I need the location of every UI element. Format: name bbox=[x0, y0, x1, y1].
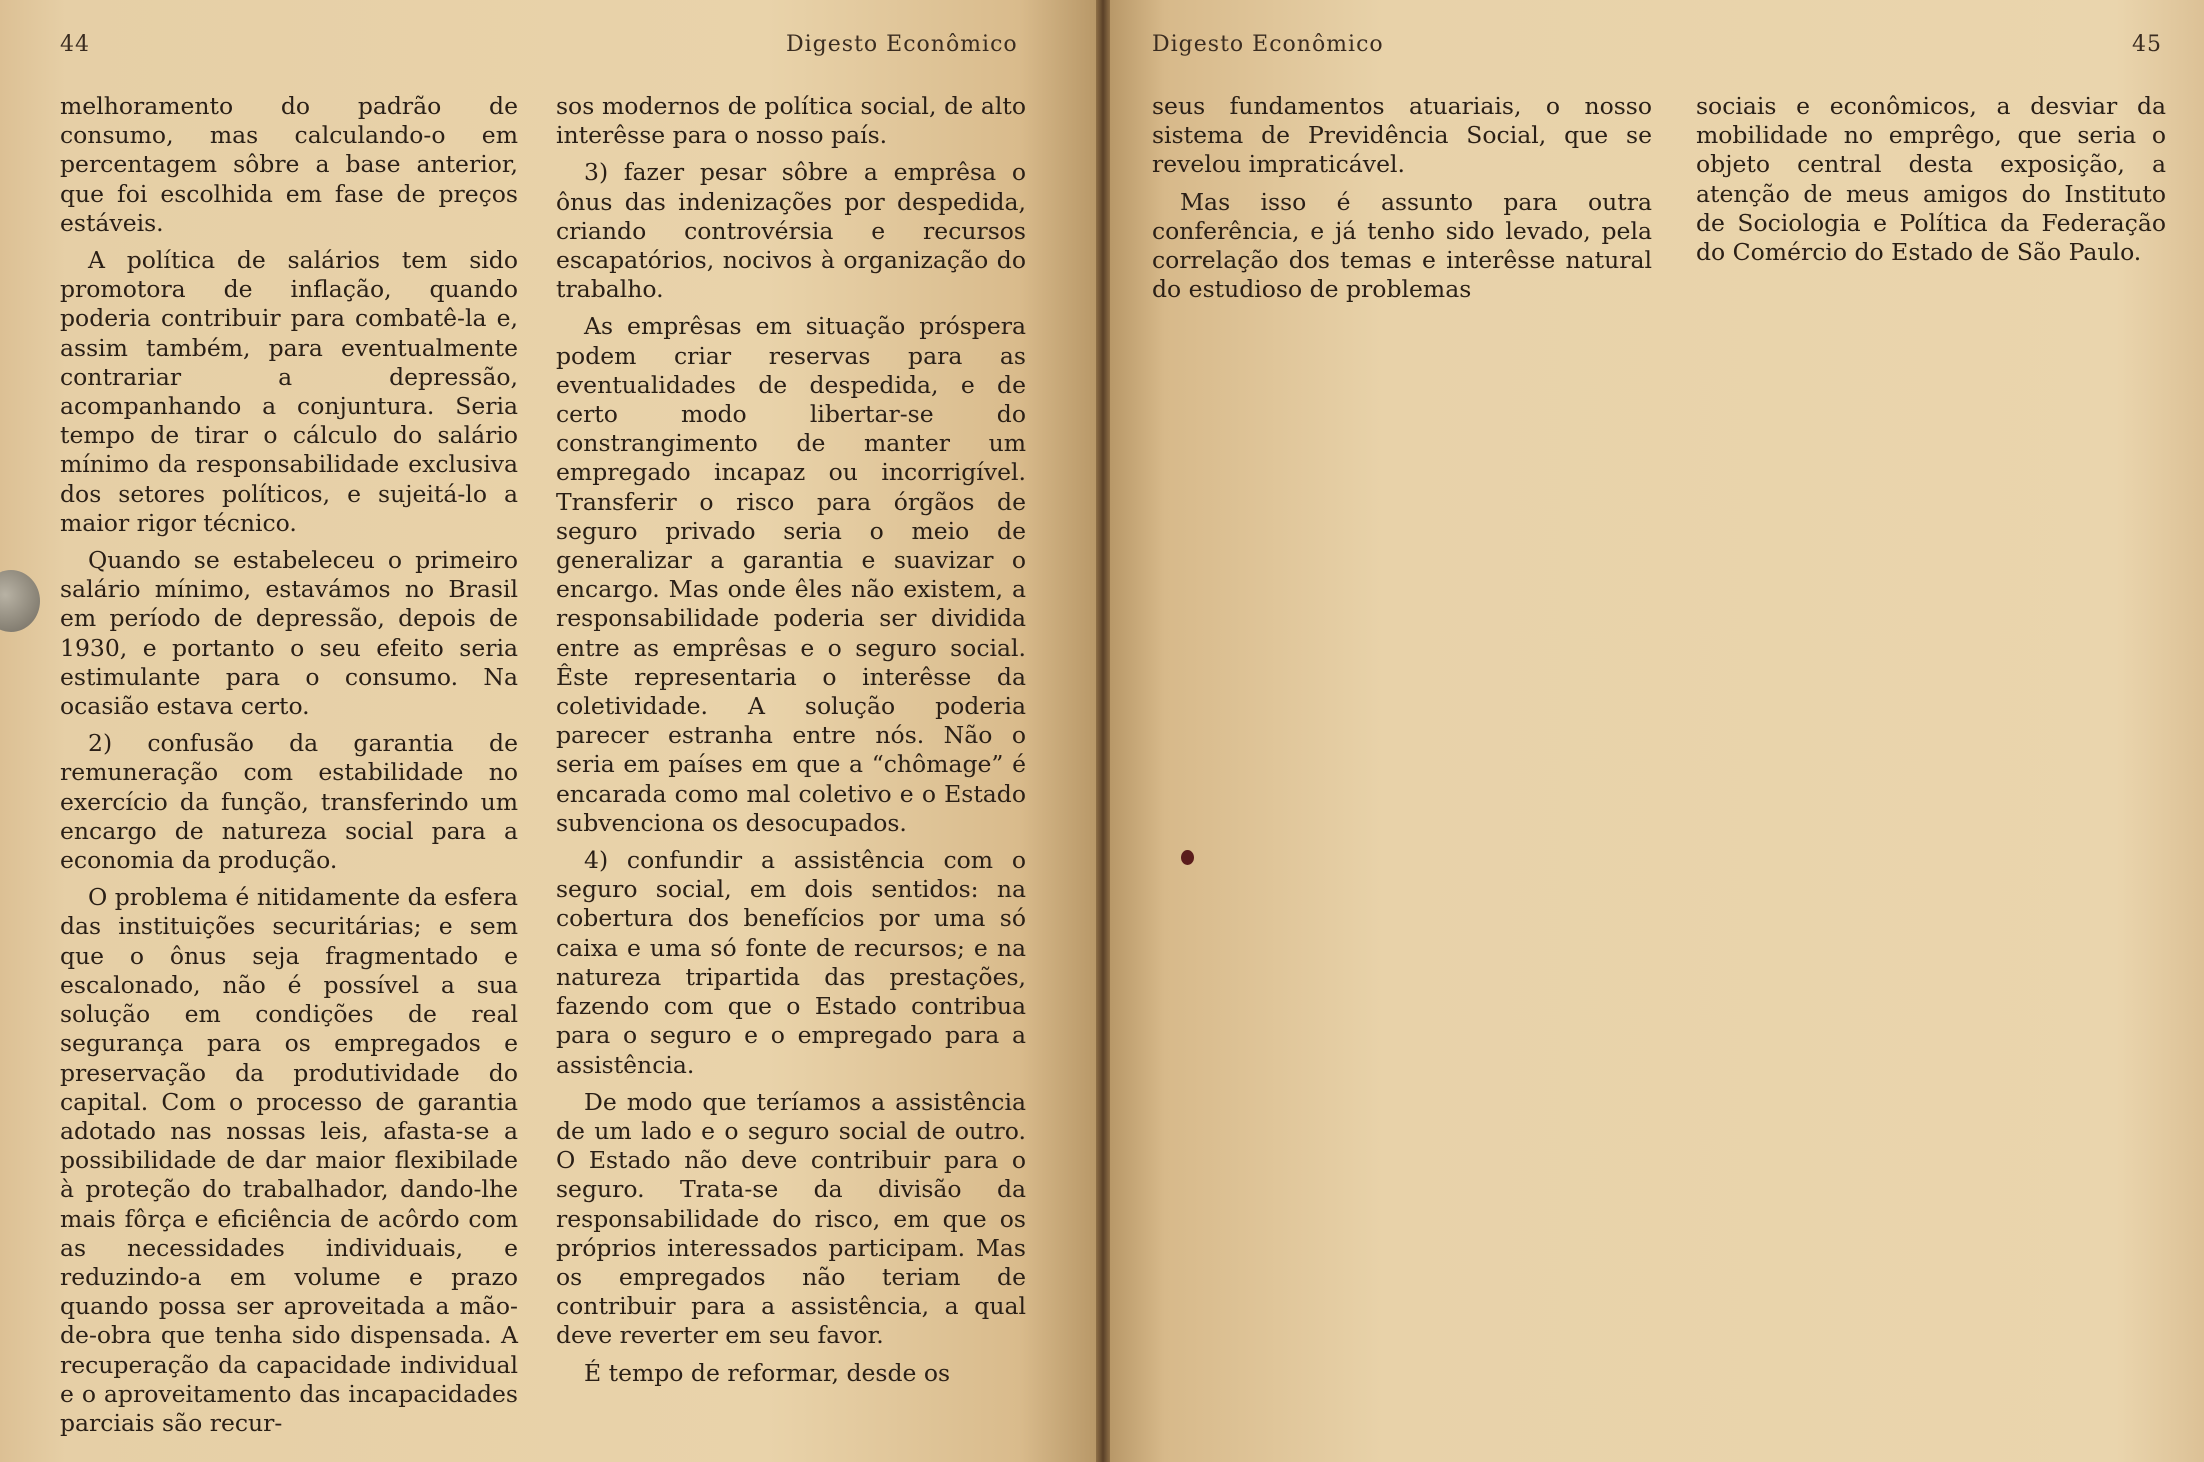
ink-spot bbox=[1181, 850, 1194, 865]
paragraph: Mas isso é assunto para outra conferência, e já tenho sido levado, pela correlação dos temas e interêsse natural do estudioso de problemas bbox=[1152, 187, 1652, 304]
paragraph: A política de salários tem sido promotora de inflação, quando poderia contribuir para combatê-la e, assim também, para eventualmente contrariar a depressão, acompanhando a conjuntura. Seria tempo de tirar o cálculo do salário mínimo da responsabilidade exclusiva dos setores políticos, e sujeitá-lo a maior rigor técnico. bbox=[60, 246, 518, 537]
paragraph: 3) fazer pesar sôbre a emprêsa o ônus das indenizações por despedida, criando controvérsia e recursos escapatórios, nocivos à organização do trabalho. bbox=[556, 158, 1026, 304]
paragraph: 4) confundir a assistência com o seguro social, em dois sentidos: na cobertura dos benefícios por uma só caixa e uma só fonte de recursos; e na natureza tripartida das prestações, fazendo com que o Estado contribua para o seguro e o empregado para a assistência. bbox=[556, 846, 1026, 1079]
page-number-right: 45 bbox=[2132, 32, 2162, 57]
right-column-1 bbox=[1152, 92, 1652, 312]
right-page bbox=[1110, 0, 2204, 1462]
punch-hole bbox=[0, 570, 40, 632]
paragraph: 2) confusão da garantia de remuneração com estabilidade no exercício da função, transferindo um encargo de natureza social para a economia da produção. bbox=[60, 729, 518, 875]
running-head-right: Digesto Econômico bbox=[1152, 32, 1384, 57]
paragraph: seus fundamentos atuariais, o nosso sistema de Previdência Social, que se revelou impraticável. bbox=[1152, 92, 1652, 179]
paragraph: As emprêsas em situação próspera podem criar reservas para as eventualidades de despedida, e de certo modo libertar-se do constrangimento de manter um empregado incapaz ou incorrigível. Transferir o risco para órgãos de seguro privado seria o meio de generalizar a garantia e suavizar o encargo. Mas onde êles não existem, a responsabilidade poderia ser dividida entre as emprêsas e o seguro social. Êste representaria o interêsse da coletividade. A solução poderia parecer estranha entre nós. Não o seria em países em que a “chômage” é encarada como mal coletivo e o Estado subvenciona os desocupados. bbox=[556, 312, 1026, 837]
right-column-2 bbox=[1696, 92, 2166, 275]
running-head-left: Digesto Econômico bbox=[786, 32, 1018, 57]
paragraph: sociais e econômicos, a desviar da mobilidade no emprêgo, que seria o objeto central desta exposição, a atenção de meus amigos do Instituto de Sociologia e Política da Federação do Comércio do Estado de São Paulo. bbox=[1696, 92, 2166, 267]
left-column-1 bbox=[60, 92, 518, 1446]
left-column-2 bbox=[556, 92, 1026, 1396]
paragraph: sos modernos de política social, de alto interêsse para o nosso país. bbox=[556, 92, 1026, 150]
paragraph: O problema é nitidamente da esfera das instituições securitárias; e sem que o ônus seja fragmentado e escalonado, não é possível a sua solução em condições de real segurança para os empregados e preservação da produtividade do capital. Com o processo de garantia adotado nas nossas leis, afasta-se a possibilidade de dar maior flexibilade à proteção do trabalhador, dando-lhe mais fôrça e eficiência de acôrdo com as necessidades individuais, e reduzindo-a em volume e prazo quando possa ser aproveitada a mão-de-obra que tenha sido dispensada. A recuperação da capacidade individual e o aproveitamento das incapacidades parciais são recur- bbox=[60, 883, 518, 1437]
left-page bbox=[0, 0, 1096, 1462]
paragraph: De modo que teríamos a assistência de um lado e o seguro social de outro. O Estado não deve contribuir para o seguro. Trata-se da divisão da responsabilidade do risco, em que os próprios interessados participam. Mas os empregados não teriam de contribuir para a assistência, a qual deve reverter em seu favor. bbox=[556, 1087, 1026, 1350]
paragraph: É tempo de reformar, desde os bbox=[584, 1358, 951, 1387]
paragraph: Quando se estabeleceu o primeiro salário mínimo, estavámos no Brasil em período de depressão, depois de 1930, e portanto o seu efeito seria estimulante para o consumo. Na ocasião estava certo. bbox=[60, 546, 518, 721]
paragraph: melhoramento do padrão de consumo, mas calculando-o em percentagem sôbre a base anterior, que foi escolhida em fase de preços estáveis. bbox=[60, 92, 518, 237]
page-number-left: 44 bbox=[60, 32, 90, 57]
book-gutter bbox=[1096, 0, 1110, 1462]
